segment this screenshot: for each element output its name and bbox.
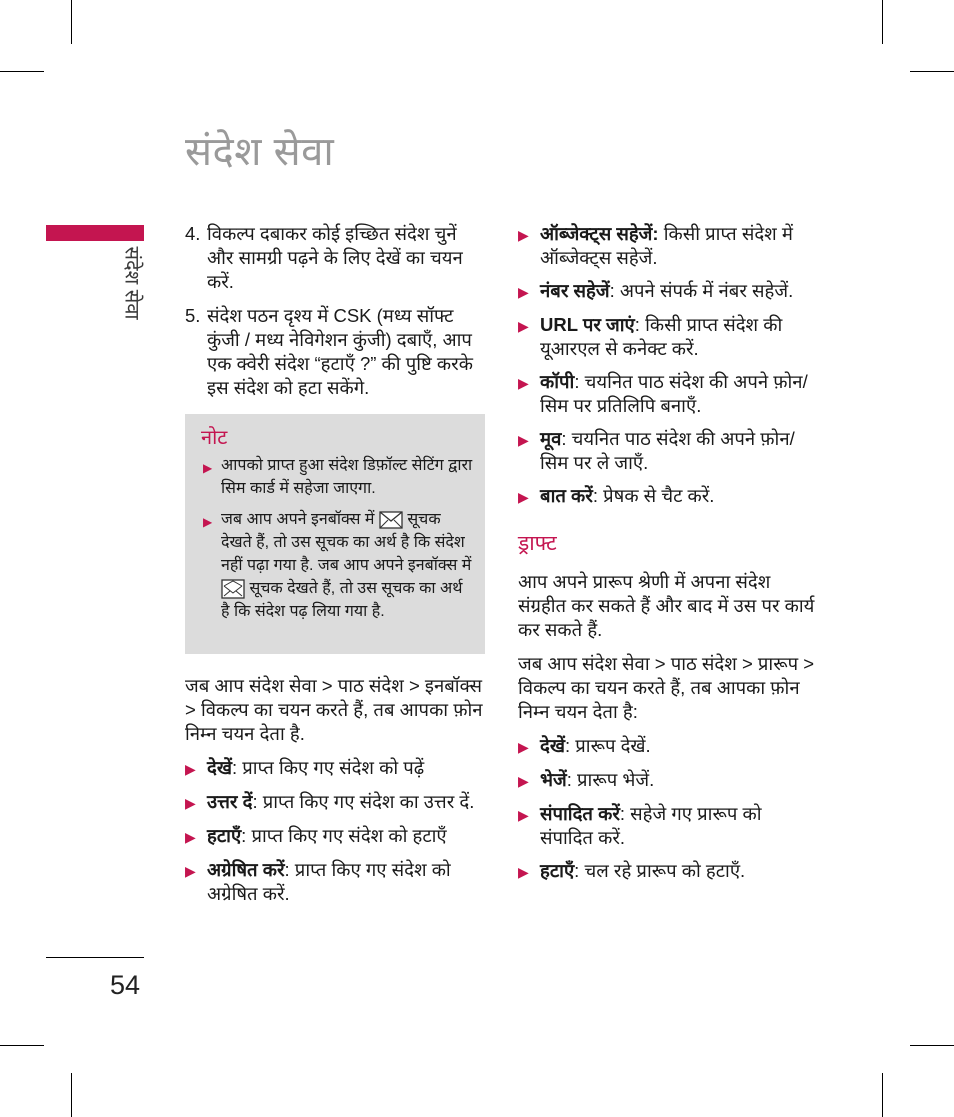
draft-paragraph: आप अपने प्रारूप श्रेणी में अपना संदेश संग्रहीत कर सकते हैं और बाद में उस पर कार्य कर सकते हैं. xyxy=(518,571,815,640)
crop-mark xyxy=(0,71,44,72)
option-label: ऑब्जेक्ट्स सहेजें: xyxy=(540,223,659,244)
option-text xyxy=(207,858,485,906)
draft-paragraph: जब आप संदेश सेवा > पाठ संदेश > प्रारूप > विकल्प का चयन करते हैं, तब आपका फ़ोन निम्न चयन देता है: xyxy=(518,653,815,722)
side-tab-label: संदेश सेवा xyxy=(120,246,143,320)
option-desc: : चल रहे प्रारूप को हटाएँ. xyxy=(574,860,746,881)
option-desc: : प्रारूप भेजें. xyxy=(566,769,655,790)
step-number: 5. xyxy=(185,305,201,326)
step-text: संदेश पठन दृश्य में CSK (मध्य सॉफ्ट कुंजी / मध्य नेविगेशन कुंजी) दबाएँ, आप एक क्वेरी संदेश “हटाएँ ?” की पुष्टि करके इस संदेश को हटा सकेंगे. xyxy=(207,305,473,398)
note-text-part: सूचक देखते हैं, तो उस सूचक का अर्थ है कि संदेश नहीं पढ़ा गया है. जब आप अपने इनबॉक्स में xyxy=(221,511,472,574)
option-desc: : प्राप्त किए गए संदेश को अग्रेषित करें. xyxy=(207,859,451,904)
crop-mark xyxy=(910,1045,954,1046)
option-item xyxy=(185,824,485,849)
option-desc: : प्राप्त किए गए संदेश को हटाएँ xyxy=(241,825,447,846)
note-text-part: सूचक देखते हैं, तो उस सूचक का अर्थ है कि संदेश पढ़ लिया गया है. xyxy=(221,580,463,620)
option-label: कॉपी xyxy=(540,371,575,392)
option-item xyxy=(518,859,818,884)
option-item xyxy=(185,756,485,781)
right-column xyxy=(518,222,818,893)
bullet-triangle-icon: ▶ xyxy=(518,864,529,880)
left-column-lower xyxy=(185,674,485,915)
bullet-triangle-icon: ▶ xyxy=(203,461,213,475)
bullet-triangle-icon: ▶ xyxy=(518,773,529,789)
note-text-part: जब आप अपने इनबॉक्स में xyxy=(221,511,375,528)
option-label: हटाएँ xyxy=(207,825,242,846)
envelope-open-icon xyxy=(221,579,245,599)
note-text: आपको प्राप्त हुआ संदेश डिफ़ॉल्ट सेटिंग द्वारा सिम कार्ड में सहेजा जाएगा. xyxy=(221,457,473,497)
option-desc: : चयनित पाठ संदेश की अपने फ़ोन/ सिम पर ले जाएँ. xyxy=(540,428,795,473)
option-item xyxy=(518,768,818,793)
step-text: विकल्प दबाकर कोई इच्छित संदेश चुनें और सामग्री पढ़ने के लिए देखें का चयन करें. xyxy=(207,223,463,292)
option-text xyxy=(540,313,818,361)
option-label: संपादित करें xyxy=(540,803,620,824)
bullet-triangle-icon: ▶ xyxy=(518,375,529,391)
bullet-triangle-icon: ▶ xyxy=(203,515,213,529)
bullet-triangle-icon: ▶ xyxy=(518,284,529,300)
option-item xyxy=(518,222,818,270)
option-text xyxy=(540,802,818,850)
side-tab xyxy=(113,246,153,340)
option-label: उत्तर दें xyxy=(207,791,253,812)
option-text xyxy=(540,370,818,418)
option-desc: : प्रारूप देखें. xyxy=(564,735,651,756)
option-text xyxy=(540,484,714,509)
option-item xyxy=(518,313,818,361)
option-label: भेजें xyxy=(540,769,567,790)
option-label: देखें xyxy=(540,735,565,756)
option-label: नंबर सहेजें xyxy=(540,280,610,301)
page-number: 54 xyxy=(110,970,141,1000)
option-text xyxy=(540,859,745,884)
option-desc: : प्राप्त किए गए संदेश को पढ़ें xyxy=(231,757,425,778)
crop-mark xyxy=(71,1073,72,1117)
bullet-triangle-icon: ▶ xyxy=(518,432,529,448)
option-text xyxy=(540,768,654,793)
option-label: बात करें xyxy=(540,485,593,506)
crop-mark xyxy=(71,0,72,44)
option-item xyxy=(185,790,485,815)
option-desc: : चयनित पाठ संदेश की अपने फ़ोन/ सिम पर प्रतिलिपि बनाएँ. xyxy=(540,371,808,416)
option-text xyxy=(207,824,447,849)
bullet-triangle-icon: ▶ xyxy=(518,489,529,505)
option-item xyxy=(518,802,818,850)
option-item xyxy=(518,279,818,304)
crop-mark xyxy=(910,71,954,72)
option-text xyxy=(207,756,424,781)
option-desc: : सहेजे गए प्रारूप को संपादित करें. xyxy=(540,803,762,848)
bullet-triangle-icon: ▶ xyxy=(518,739,529,755)
option-label: देखें xyxy=(207,757,232,778)
bullet-triangle-icon: ▶ xyxy=(185,795,196,811)
bullet-triangle-icon: ▶ xyxy=(185,761,196,777)
step-item xyxy=(185,304,485,400)
draft-heading: ड्राफ्ट xyxy=(518,532,557,555)
option-item xyxy=(518,370,818,418)
note-item xyxy=(203,508,473,623)
option-text xyxy=(540,734,651,759)
option-label: अग्रेषित करें xyxy=(207,859,285,880)
option-desc: : अपने संपर्क में नंबर सहेजें. xyxy=(609,280,794,301)
option-item xyxy=(185,858,485,906)
bullet-triangle-icon: ▶ xyxy=(518,318,529,334)
crop-mark xyxy=(882,1073,883,1117)
bullet-triangle-icon: ▶ xyxy=(518,807,529,823)
bullet-triangle-icon: ▶ xyxy=(185,829,196,845)
note-title: नोट xyxy=(201,427,228,449)
left-column xyxy=(185,222,485,410)
page-number-rule xyxy=(46,957,144,958)
option-item xyxy=(518,427,818,475)
crop-mark xyxy=(882,0,883,44)
bullet-triangle-icon: ▶ xyxy=(518,227,529,243)
option-label: URL पर जाएं xyxy=(540,314,635,335)
note-box xyxy=(185,414,485,654)
option-text xyxy=(540,222,818,270)
intro-paragraph: जब आप संदेश सेवा > पाठ संदेश > इनबॉक्स > विकल्प का चयन करते हैं, तब आपका फ़ोन निम्न चयन देता है. xyxy=(185,675,483,744)
envelope-closed-icon xyxy=(379,511,403,529)
option-text xyxy=(207,790,474,815)
note-text xyxy=(221,508,473,623)
page-title: संदेश सेवा xyxy=(185,130,335,174)
option-text xyxy=(540,279,793,304)
option-item xyxy=(518,484,818,509)
option-item xyxy=(518,734,818,759)
note-body xyxy=(203,454,473,631)
option-desc: किसी प्राप्त संदेश में ऑब्जेक्ट्स सहेजें. xyxy=(540,223,793,268)
option-desc: : प्रेषक से चैट करें. xyxy=(592,485,715,506)
option-text xyxy=(540,427,818,475)
option-label: हटाएँ xyxy=(540,860,575,881)
option-desc: : प्राप्त किए गए संदेश का उत्तर दें. xyxy=(252,791,475,812)
step-number: 4. xyxy=(185,223,201,244)
crop-mark xyxy=(0,1045,44,1046)
note-item xyxy=(203,454,473,500)
option-desc: : किसी प्राप्त संदेश की यूआरएल से कनेक्ट करें. xyxy=(540,314,783,359)
bullet-triangle-icon: ▶ xyxy=(185,863,196,879)
section-marker-bar xyxy=(46,225,144,241)
option-label: मूव xyxy=(540,428,562,449)
step-item xyxy=(185,222,485,294)
